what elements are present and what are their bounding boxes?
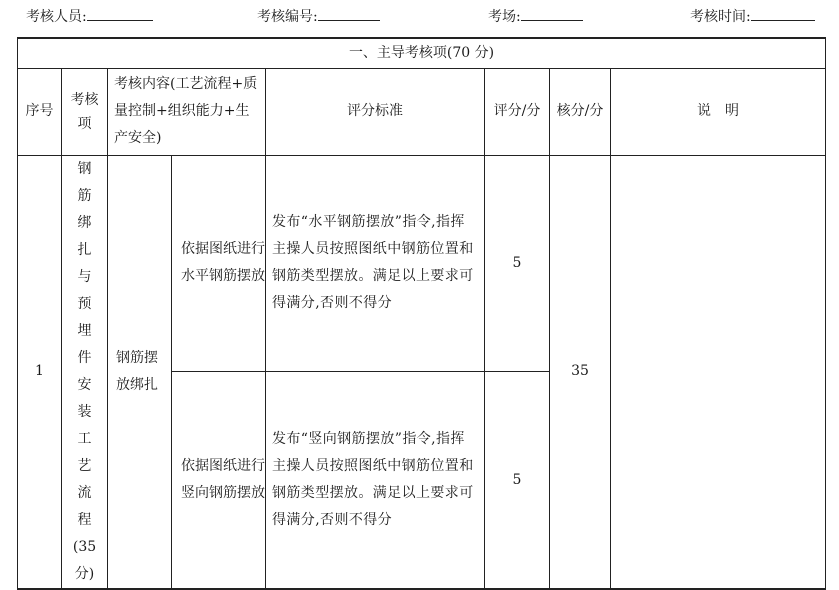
exam-no-field <box>257 6 380 26</box>
score-cell: 5 <box>485 372 550 589</box>
examiner-field <box>26 6 153 26</box>
col-header-item: 考核项 <box>62 68 108 155</box>
examiner-label: 考核人员: <box>26 9 87 25</box>
row-item: 钢筋绑扎与预埋件安装工艺流程(35分) <box>62 155 108 589</box>
section-title: 一、主导考核项(70 分) <box>18 38 826 68</box>
criteria-cell: 发布“水平钢筋摆放”指令,指挥主操人员按照图纸中钢筋位置和钢筋类型摆放。满足以上要求可得满分,否则不得分 <box>266 155 485 372</box>
note-cell[interactable] <box>611 155 826 589</box>
exam-header <box>20 6 825 28</box>
col-header-seq: 序号 <box>18 68 62 155</box>
score-cell: 5 <box>485 155 550 372</box>
row-seq: 1 <box>18 155 62 589</box>
venue-label: 考场: <box>488 9 521 25</box>
col-header-score: 评分/分 <box>485 68 550 155</box>
time-label: 考核时间: <box>690 9 751 25</box>
exam-no-label: 考核编号: <box>257 9 318 25</box>
venue-field <box>488 6 583 26</box>
exam-no-blank[interactable] <box>318 6 380 21</box>
row-subitem: 钢筋摆放绑扎 <box>108 155 172 589</box>
examiner-blank[interactable] <box>87 6 153 21</box>
col-header-content: 考核内容(工艺流程+质量控制+组织能力+生产安全) <box>108 68 266 155</box>
time-blank[interactable] <box>751 6 815 21</box>
col-header-criteria: 评分标准 <box>266 68 485 155</box>
criteria-cell: 发布“竖向钢筋摆放”指令,指挥主操人员按照图纸中钢筋位置和钢筋类型摆放。满足以上要求可得满分,否则不得分 <box>266 372 485 589</box>
venue-blank[interactable] <box>521 6 583 21</box>
task-cell: 依据图纸进行水平钢筋摆放 <box>172 155 266 372</box>
col-header-core-score: 核分/分 <box>550 68 611 155</box>
assessment-table <box>17 37 826 590</box>
time-field <box>690 6 815 26</box>
col-header-note: 说 明 <box>611 68 826 155</box>
core-score-cell: 35 <box>550 155 611 589</box>
task-cell: 依据图纸进行竖向钢筋摆放 <box>172 372 266 589</box>
